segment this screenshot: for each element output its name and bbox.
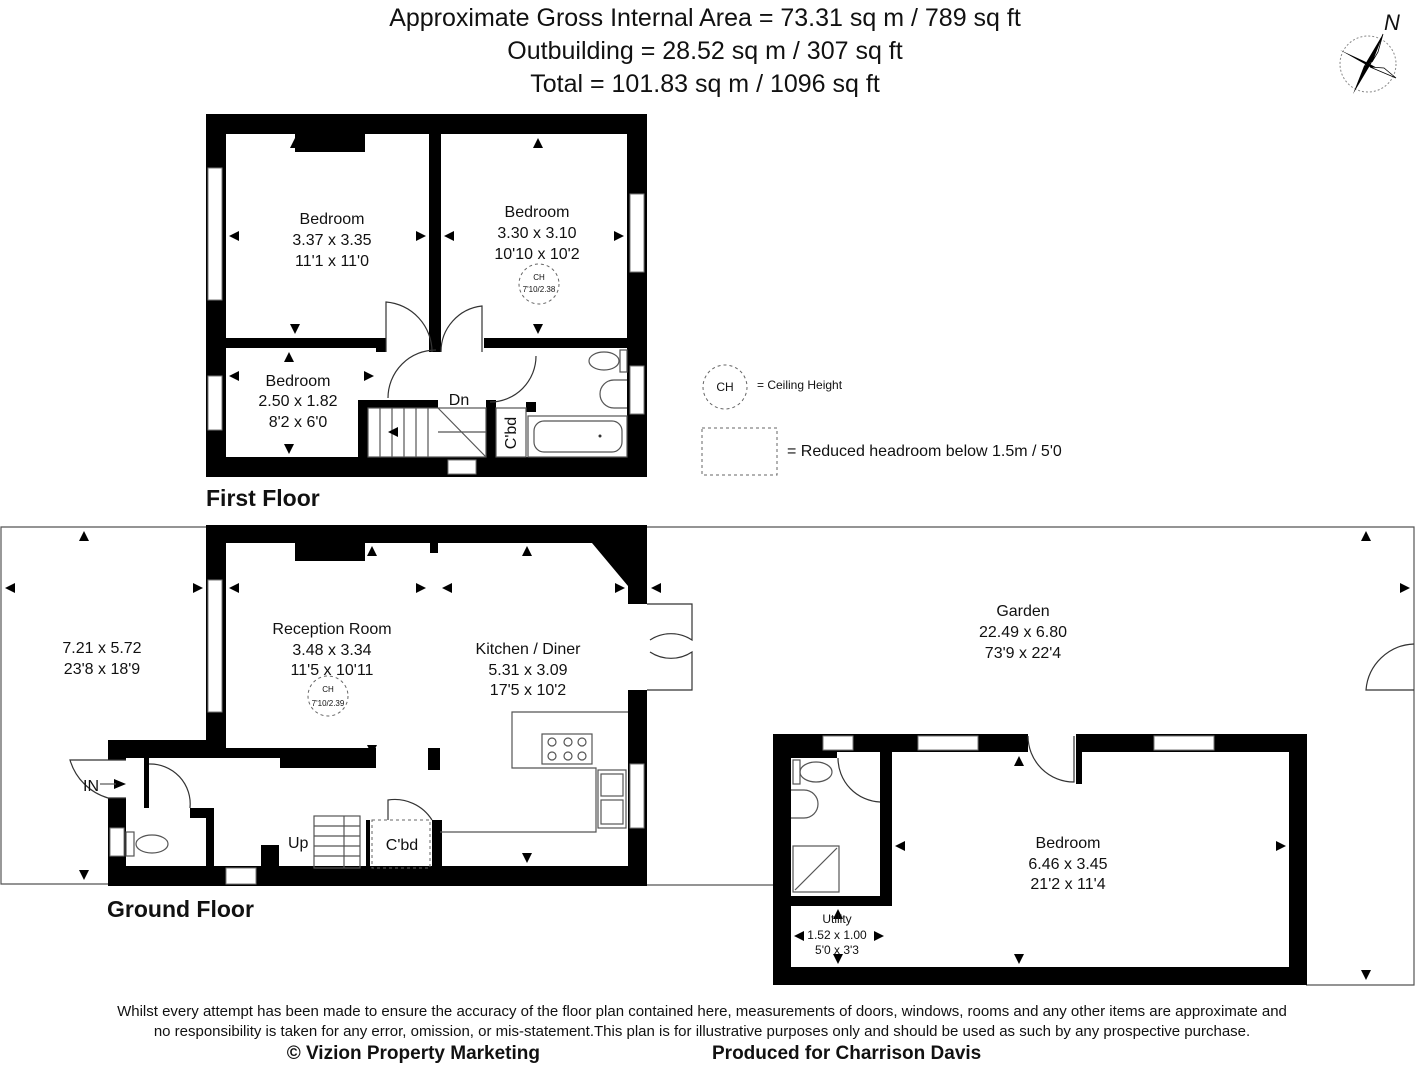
outbuilding-bedroom-name: Bedroom — [1035, 835, 1101, 852]
ground-floor-title: Ground Floor — [107, 896, 254, 922]
gf-cupboard-label: C'bd — [385, 837, 419, 854]
bath-icon — [528, 416, 627, 457]
gf-ch-label: CH — [322, 685, 334, 694]
kitchen-worktop — [440, 712, 628, 832]
ff-bedroom3-imperial: 8'2 x 6'0 — [268, 414, 328, 431]
legend — [702, 365, 1062, 475]
compass-rose-icon — [1340, 10, 1400, 94]
ff-bedroom1-imperial: 11'1 x 11'0 — [294, 253, 370, 270]
legend-ch-text: = Ceiling Height — [757, 378, 843, 392]
total-area-text: Total = 101.83 sq m / 1096 sq ft — [530, 70, 880, 98]
kitchen-imperial: 17'5 x 10'2 — [489, 682, 567, 699]
garden-imperial: 73'9 x 22'4 — [984, 645, 1062, 662]
disclaimer-line1: Whilst every attempt has been made to ensure the accuracy of the floor plan contained here, measurements of doors, windows, rooms and any other items are approximate and — [117, 1003, 1287, 1020]
ff-bedroom2-name: Bedroom — [504, 204, 570, 221]
ff-bedroom3-name: Bedroom — [265, 373, 331, 390]
first-floor-stairs — [368, 408, 486, 457]
outbuilding-area-text: Outbuilding = 28.52 sq m / 307 sq ft — [507, 37, 903, 65]
entrance-label: IN — [83, 778, 99, 795]
outbuilding-toilet-icon — [793, 760, 832, 784]
ff-stairs-label: Dn — [448, 392, 470, 409]
ff-bedroom1-name: Bedroom — [299, 211, 365, 228]
ff-bedroom1-metric: 3.37 x 3.35 — [292, 232, 372, 249]
utility-imperial: 5'0 x 3'3 — [815, 943, 859, 957]
outbuilding-basin-icon — [791, 790, 818, 818]
copyright-text: © Vizion Property Marketing — [286, 1043, 540, 1064]
toilet-icon — [589, 350, 627, 372]
legend-ch-symbol: CH — [716, 380, 734, 394]
garden-metric: 22.49 x 6.80 — [978, 624, 1068, 641]
reception-name: Reception Room — [272, 621, 392, 638]
ground-toilet-icon — [126, 832, 168, 856]
outbuilding-bedroom-metric: 6.46 x 3.45 — [1028, 856, 1108, 873]
kitchen-metric: 5.31 x 3.09 — [488, 662, 568, 679]
kitchen-name: Kitchen / Diner — [475, 641, 581, 658]
ff-bedroom3-metric: 2.50 x 1.82 — [258, 393, 338, 410]
ground-floor-stairs — [314, 816, 360, 868]
reception-imperial: 11'5 x 10'11 — [290, 662, 374, 679]
ff-ch-label: CH — [533, 273, 545, 282]
garden-name: Garden — [996, 603, 1050, 620]
outbuilding-bedroom-imperial: 21'2 x 11'4 — [1030, 876, 1106, 893]
outbuilding-plan — [773, 734, 1307, 985]
ff-bedroom2-metric: 3.30 x 3.10 — [497, 225, 577, 242]
ff-bedroom2-imperial: 10'10 x 10'2 — [494, 246, 580, 263]
ff-ch-value: 7'10/2.38 — [522, 285, 556, 294]
disclaimer-line2: no responsibility is taken for any error, omission, or mis-statement.This plan is for illustrative purposes only and should be used as such by any prospective purchase. — [153, 1023, 1251, 1040]
legend-reduced-text: = Reduced headroom below 1.5m / 5'0 — [787, 443, 1062, 460]
ff-ceiling-height-marker — [519, 264, 559, 304]
basin-icon — [600, 380, 627, 408]
compass-north-label: N — [1384, 10, 1400, 35]
utility-name: Utility — [822, 912, 852, 926]
reception-metric: 3.48 x 3.34 — [292, 642, 372, 659]
front-area-metric: 7.21 x 5.72 — [62, 640, 142, 657]
ground-floor-plan — [70, 525, 692, 922]
utility-metric: 1.52 x 1.00 — [807, 928, 867, 942]
ff-cupboard-label: C'bd — [503, 416, 520, 450]
shower-icon — [793, 846, 839, 892]
gf-ceiling-height-marker — [308, 676, 348, 716]
produced-for-text: Produced for Charrison Davis — [712, 1043, 982, 1064]
gf-ch-value: 7'10/2.39 — [311, 699, 345, 708]
gf-stairs-label: Up — [288, 835, 309, 852]
front-area-imperial: 23'8 x 18'9 — [63, 661, 141, 678]
first-floor-plan — [206, 114, 647, 511]
first-floor-title: First Floor — [206, 485, 320, 511]
gross-area-text: Approximate Gross Internal Area = 73.31 sq m / 789 sq ft — [389, 4, 1021, 32]
